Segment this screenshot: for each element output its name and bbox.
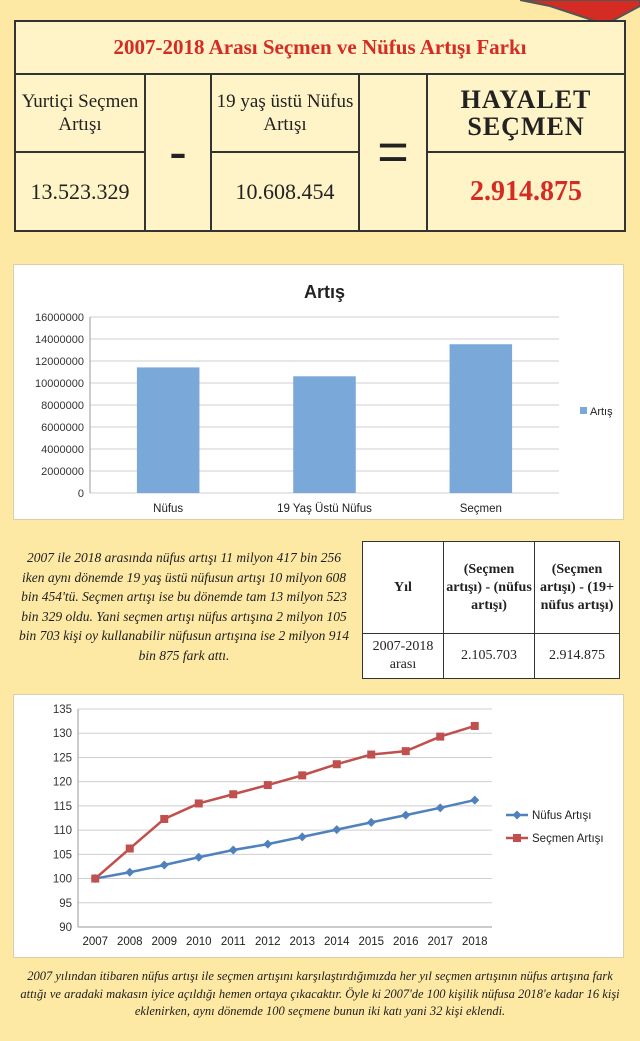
series-point — [126, 845, 134, 853]
bar-y-tick-label: 8000000 — [41, 400, 84, 412]
summary-label-ghost — [427, 74, 625, 153]
series-point — [367, 818, 376, 827]
series-point — [401, 811, 410, 820]
line-legend-label: Seçmen Artışı — [532, 833, 604, 845]
ghost-line-1: HAYALET — [460, 84, 592, 114]
bar — [137, 367, 200, 493]
line-x-tick-label: 2013 — [289, 936, 316, 948]
series-line — [95, 726, 475, 879]
series-point — [333, 760, 341, 768]
line-y-tick-label: 105 — [52, 849, 72, 862]
line-legend-label: Nüfus Artışı — [532, 810, 592, 822]
diff-cell-adult: 2.914.875 — [535, 634, 620, 679]
series-point — [160, 815, 168, 823]
line-x-tick-label: 2007 — [82, 936, 109, 948]
series-point — [195, 799, 203, 807]
series-point — [436, 733, 444, 741]
bar-legend-label: Artış — [590, 406, 613, 418]
line-x-tick-label: 2010 — [185, 936, 212, 948]
line-x-tick-label: 2016 — [392, 936, 419, 948]
diff-cell-pop: 2.105.703 — [444, 634, 535, 679]
line-y-tick-label: 90 — [59, 922, 72, 934]
bar-y-tick-label: 16000000 — [35, 312, 84, 324]
bar-x-tick-label: Nüfus — [153, 503, 184, 515]
series-point — [298, 771, 306, 779]
bar-chart-title: Artış — [303, 282, 346, 302]
summary-title: 2007-2018 Arası Seçmen ve Nüfus Artışı Farkı — [15, 21, 625, 74]
line-x-tick-label: 2018 — [461, 936, 488, 948]
diff-head-adult: (Seçmen artışı) - (19+ nüfus artışı) — [535, 542, 620, 634]
line-x-tick-label: 2009 — [151, 936, 178, 948]
series-line — [95, 800, 475, 878]
line-y-tick-label: 135 — [52, 704, 72, 716]
line-x-tick-label: 2008 — [116, 936, 143, 948]
summary-paragraph: 2007 ile 2018 arasında nüfus artışı 11 milyon 417 bin 256 iken aynı dönemde 19 yaş üstü nüfusun artışı 10 milyon 608 bin 454'tü. Seçmen artışı ise bu dönemde tam 13 milyon 523 bin 329 oldu. Yani seçmen artışı nüfus artışına 2 milyon 105 bin 703 kişi oy kullanabilir nüfusun artışına ise 2 milyon 914 bin 875 fark attı. — [19, 550, 349, 663]
bar-y-tick-label: 10000000 — [35, 378, 84, 390]
series-point — [229, 845, 238, 854]
equals-sign: = — [359, 74, 427, 232]
bar-chart — [14, 265, 623, 519]
series-point — [298, 832, 307, 841]
line-y-tick-label: 100 — [52, 873, 72, 886]
bar-y-tick-label: 12000000 — [35, 356, 84, 368]
series-point — [91, 875, 99, 883]
series-point — [436, 803, 445, 812]
summary-label-voter: Yurtiçi Seçmen Artışı — [15, 74, 145, 153]
summary-table — [14, 20, 626, 232]
minus-sign: - — [145, 74, 211, 232]
line-x-tick-label: 2012 — [254, 936, 281, 948]
bar-y-tick-label: 14000000 — [35, 334, 84, 346]
bar-y-tick-label: 6000000 — [41, 422, 84, 434]
line-x-tick-label: 2015 — [358, 936, 385, 948]
series-point — [160, 860, 169, 869]
line-legend-marker — [513, 811, 522, 820]
series-point — [125, 868, 134, 877]
series-point — [367, 751, 375, 759]
line-y-tick-label: 130 — [52, 728, 72, 741]
series-point — [402, 747, 410, 755]
series-point — [263, 840, 272, 849]
series-point — [264, 781, 272, 789]
line-y-tick-label: 95 — [59, 897, 72, 910]
bar-y-tick-label: 2000000 — [41, 466, 84, 478]
difference-table — [362, 541, 620, 679]
line-y-tick-label: 120 — [52, 776, 72, 789]
footer-paragraph: 2007 yılından itibaren nüfus artışı ile seçmen artışını karşılaştırdığımızda her yıl seçmen artışının nüfus artışına fark attığı ve aradaki makasın iyice açıldığı hemen ortaya çıkacaktır. Öyle ki 2007'de 100 kişilik nüfusa 2018'e kadar 16 kişi eklenirken, aynı dönemde 100 seçmene bunun iki katı yani 32 kişi eklendi. — [20, 969, 620, 1018]
diff-head-pop: (Seçmen artışı) - (nüfus artışı) — [444, 542, 535, 634]
summary-value-ghost: 2.914.875 — [427, 152, 625, 231]
bar — [450, 344, 513, 493]
bar-y-tick-label: 4000000 — [41, 444, 84, 456]
diff-head-year: Yıl — [363, 542, 444, 634]
line-x-tick-label: 2014 — [323, 936, 350, 948]
bar-y-tick-label: 0 — [77, 488, 84, 500]
summary-label-pop: 19 yaş üstü Nüfus Artışı — [211, 74, 359, 153]
corner-ribbon — [520, 0, 640, 22]
series-point — [229, 790, 237, 798]
bar-x-tick-label: Seçmen — [459, 503, 502, 515]
line-legend-marker — [513, 834, 521, 842]
line-y-tick-label: 110 — [53, 825, 72, 838]
bar — [293, 376, 356, 493]
bar-legend-swatch — [580, 407, 587, 414]
series-point — [470, 796, 479, 805]
line-chart-panel — [13, 694, 624, 958]
series-point — [332, 825, 341, 834]
line-y-tick-label: 125 — [52, 752, 72, 765]
diff-cell-year: 2007-2018 arası — [363, 634, 444, 679]
line-x-tick-label: 2011 — [220, 936, 246, 948]
summary-value-pop: 10.608.454 — [211, 152, 359, 231]
series-point — [471, 722, 479, 730]
ghost-line-2: SEÇMEN — [467, 111, 585, 141]
line-chart — [14, 695, 623, 957]
summary-value-voter: 13.523.329 — [15, 152, 145, 231]
line-y-tick-label: 115 — [53, 800, 72, 813]
bar-chart-panel — [13, 264, 624, 520]
bar-x-tick-label: 19 Yaş Üstü Nüfus — [277, 503, 372, 515]
line-x-tick-label: 2017 — [427, 936, 454, 948]
